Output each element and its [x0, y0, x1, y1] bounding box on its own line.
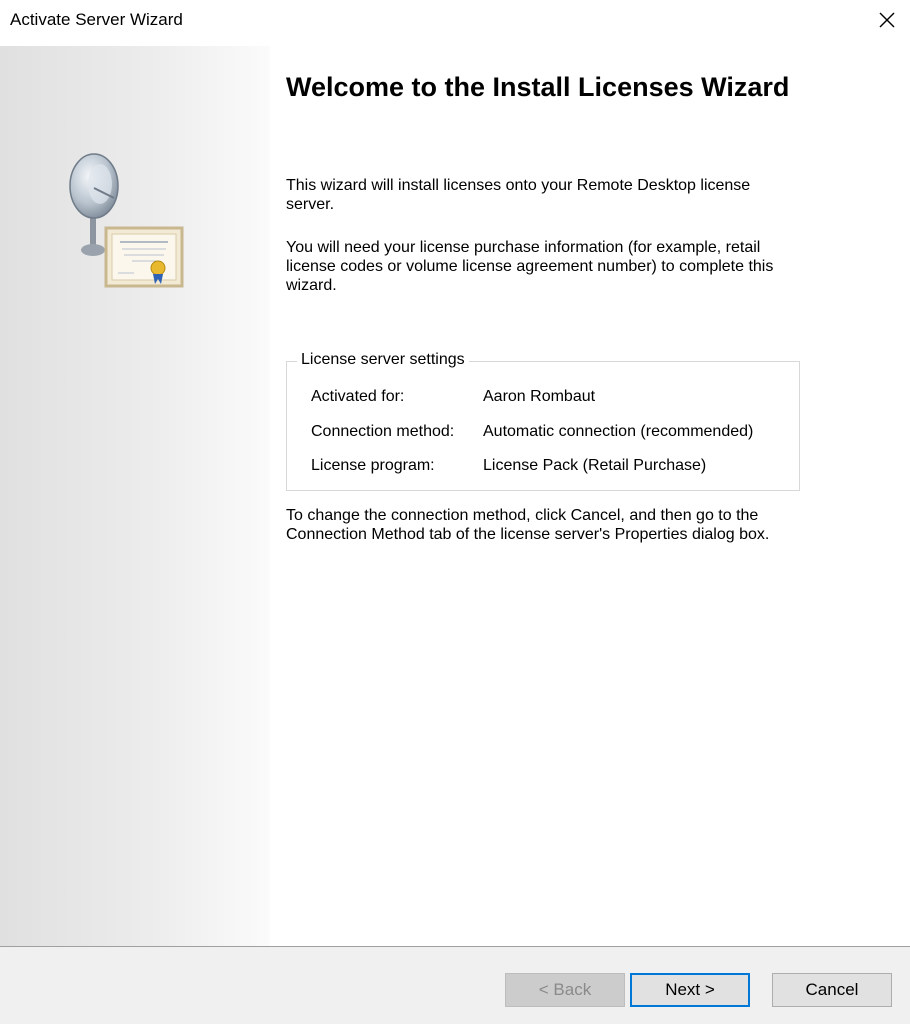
- setting-value: Aaron Rombaut: [483, 388, 596, 405]
- setting-value: Automatic connection (recommended): [483, 423, 754, 440]
- setting-value: License Pack (Retail Purchase): [483, 457, 707, 474]
- close-icon: [878, 11, 896, 29]
- title-bar: [0, 0, 910, 44]
- group-legend: License server settings: [297, 351, 469, 369]
- intro-text: This wizard will install licenses onto your Remote Desktop license server.: [286, 177, 751, 213]
- page-title: Welcome to the Install Licenses Wizard: [286, 72, 790, 102]
- setting-label: License program:: [311, 457, 435, 474]
- setting-label: Activated for:: [311, 388, 405, 405]
- note-text: To change the connection method, click Cancel, and then go to the Connection Method tab of the license server's Properties dialog box.: [286, 507, 770, 543]
- back-button[interactable]: < Back: [505, 973, 625, 1007]
- wizard-side-panel: [0, 46, 270, 946]
- satellite-dish-certificate-icon: [62, 128, 190, 288]
- license-server-settings-group: [286, 351, 800, 491]
- window-title: Activate Server Wizard: [10, 10, 183, 29]
- setting-label: Connection method:: [311, 423, 455, 440]
- close-button[interactable]: [864, 0, 910, 40]
- button-bar: [0, 946, 910, 1024]
- info-text: You will need your license purchase information (for example, retail license codes or volume license agreement number) to complete this wizard.: [286, 239, 774, 294]
- next-button[interactable]: Next >: [630, 973, 750, 1007]
- cancel-button[interactable]: Cancel: [772, 973, 892, 1007]
